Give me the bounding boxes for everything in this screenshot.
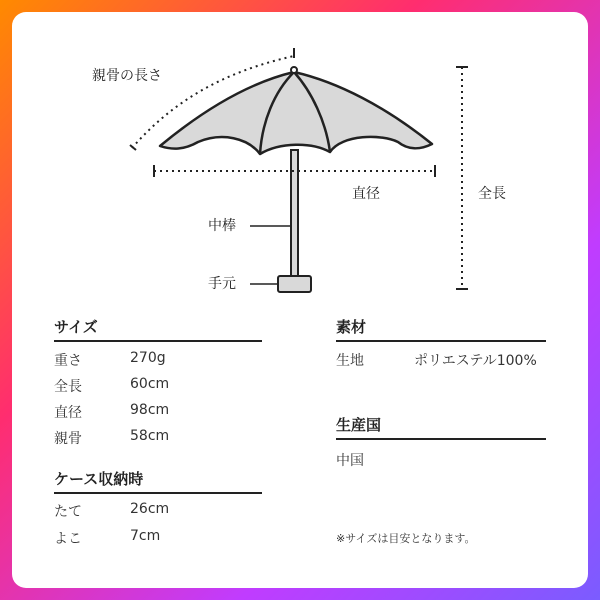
case-row-key: よこ bbox=[54, 531, 82, 547]
size-row-key: 全長 bbox=[54, 379, 82, 395]
size-row-value: 270g bbox=[130, 350, 166, 366]
size-row-value: 98cm bbox=[130, 402, 170, 418]
diameter-label: 直径 bbox=[352, 186, 380, 202]
case-row-key: たて bbox=[54, 504, 82, 520]
case-section-rule bbox=[54, 492, 262, 494]
size-row-key: 親骨 bbox=[54, 431, 82, 447]
spec-card bbox=[12, 12, 588, 588]
umbrella-shaft bbox=[291, 150, 298, 278]
size-row-value: 60cm bbox=[130, 376, 170, 392]
shaft-label: 中棒 bbox=[208, 218, 236, 234]
rib-length-label: 親骨の長さ bbox=[92, 68, 162, 84]
case-section-title: ケース収納時 bbox=[54, 470, 144, 488]
case-row-value: 26cm bbox=[130, 501, 170, 517]
size-disclaimer-note: ※サイズは目安となります。 bbox=[336, 532, 476, 545]
umbrella-diagram bbox=[12, 12, 588, 312]
size-section-title: サイズ bbox=[54, 318, 98, 336]
total-length-label: 全長 bbox=[478, 186, 506, 202]
material-row-key: 生地 bbox=[336, 353, 364, 369]
size-section-rule bbox=[54, 340, 262, 342]
umbrella-tip bbox=[291, 67, 297, 73]
material-section-title: 素材 bbox=[336, 318, 367, 336]
size-row-value: 58cm bbox=[130, 428, 170, 444]
origin-section-rule bbox=[336, 438, 546, 440]
origin-value: 中国 bbox=[336, 453, 364, 469]
material-section-rule bbox=[336, 340, 546, 342]
umbrella-handle bbox=[278, 276, 311, 292]
size-row-key: 重さ bbox=[54, 353, 82, 369]
size-row-key: 直径 bbox=[54, 405, 82, 421]
origin-section-title: 生産国 bbox=[336, 416, 382, 434]
case-row-value: 7cm bbox=[130, 528, 161, 544]
umbrella-canopy bbox=[160, 72, 432, 154]
handle-label: 手元 bbox=[208, 276, 236, 292]
material-row-value: ポリエステル100% bbox=[414, 353, 537, 369]
